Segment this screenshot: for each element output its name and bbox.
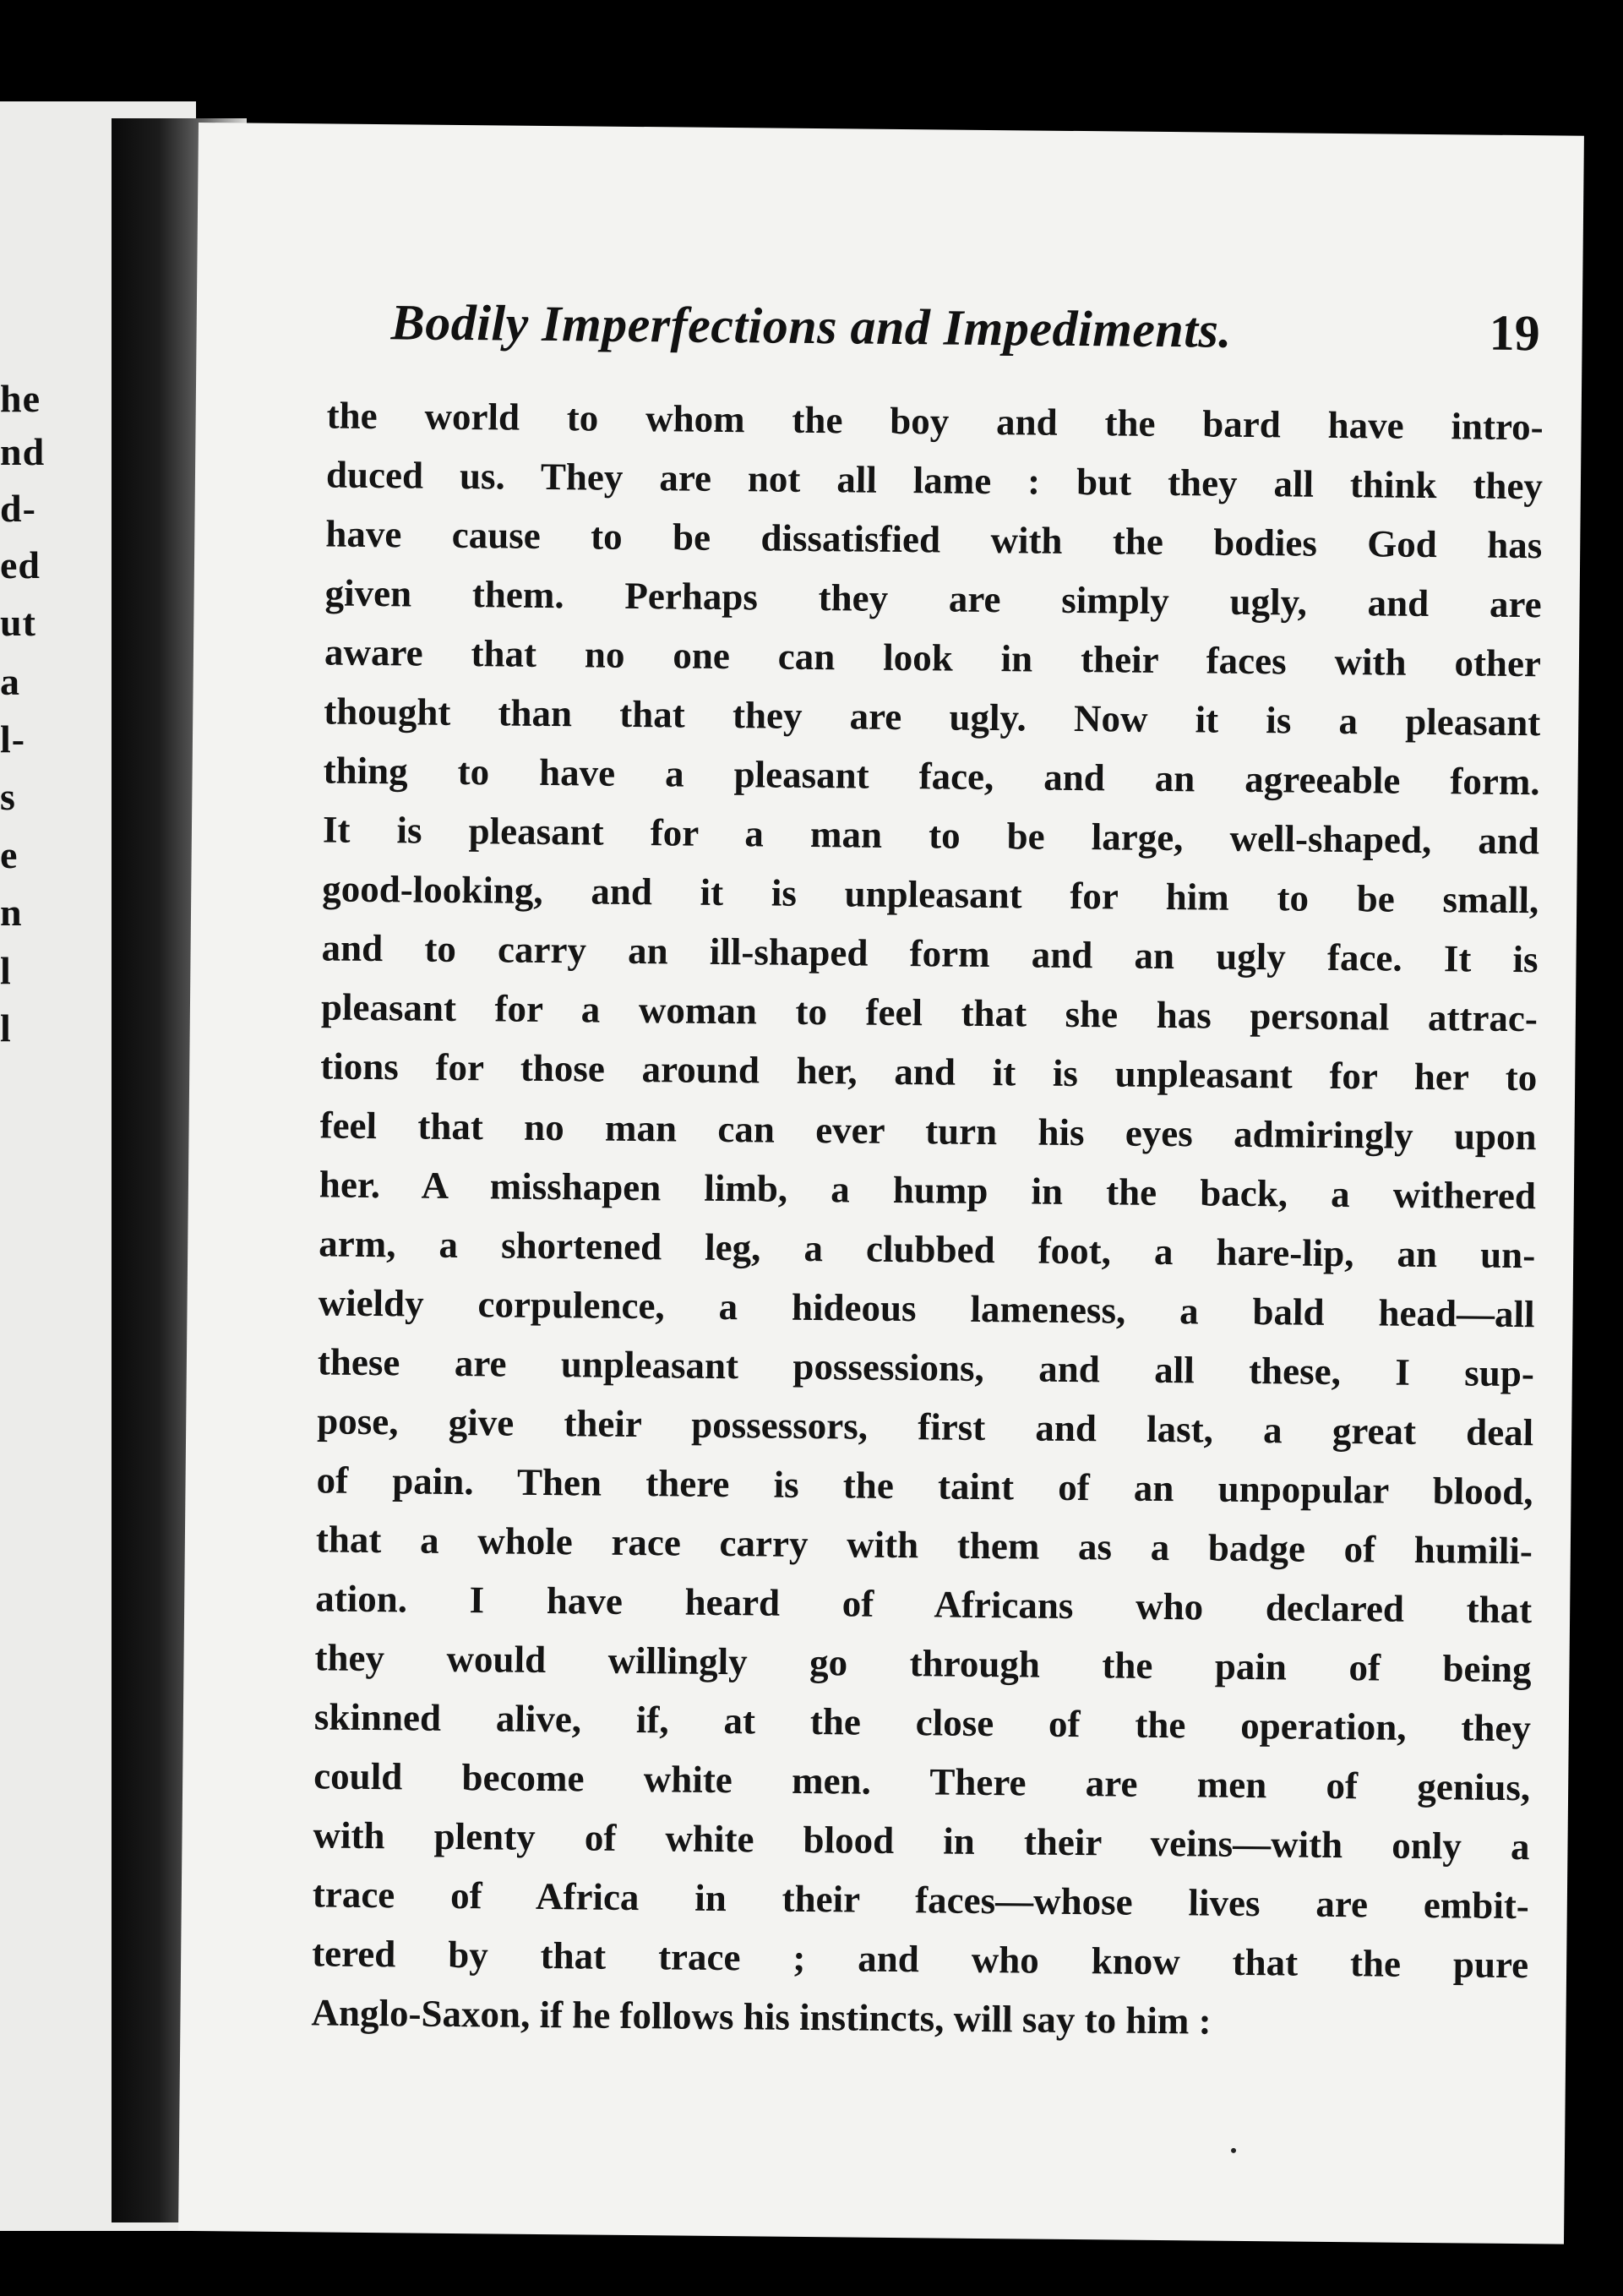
text-line: good-looking, and it is unpleasant for him to be small, (322, 867, 1539, 922)
facing-page-fragment: e (0, 833, 19, 876)
text-line: wieldy corpulence, a hideous lameness, a bald head—all (318, 1281, 1535, 1336)
page-number: 19 (1489, 304, 1540, 362)
book-page (178, 123, 1584, 2244)
text-line: thing to have a pleasant face, and an agreeable form. (323, 749, 1540, 804)
paper-speck (1231, 2148, 1236, 2153)
text-line: that a whole race carry with them as a badge of humili- (315, 1518, 1533, 1573)
text-line: they would willingly go through the pain of being (314, 1636, 1532, 1691)
facing-page-fragment: l (0, 949, 12, 992)
text-line: the world to whom the boy and the bard have intro- (326, 394, 1544, 449)
text-line: her. A misshapen limb, a hump in the back, a withered (319, 1163, 1537, 1218)
text-line: pleasant for a woman to feel that she has personal attrac- (320, 985, 1539, 1040)
facing-page-fragment: he (0, 377, 41, 420)
text-line: Anglo-Saxon, if he follows his instincts, will say to him : (311, 1991, 1212, 2042)
text-line: tions for those around her, and it is unpleasant for her to (320, 1044, 1538, 1099)
running-header (390, 293, 1540, 372)
facing-page-fragment: ut (0, 601, 36, 644)
facing-page-fragment: n (0, 891, 23, 934)
facing-page-fragment: a (0, 660, 20, 703)
running-title: Bodily Imperfections and Impediments. (390, 294, 1233, 358)
facing-page-fragment: d- (0, 487, 36, 530)
text-line: these are unpleasant possessions, and all these, I sup- (317, 1340, 1535, 1395)
text-line: given them. Perhaps they are simply ugly, and are (324, 571, 1542, 626)
text-line: It is pleasant for a man to be large, well-shaped, and (322, 808, 1540, 863)
text-line: of pain. Then there is the taint of an unpopular blood, (316, 1459, 1533, 1513)
page-body-text (311, 385, 1544, 2053)
text-line: have cause to be dissatisfied with the bodies God has (325, 512, 1543, 567)
facing-page-fragment: l (0, 1006, 12, 1050)
facing-page-fragment: l- (0, 717, 26, 761)
text-line: duced us. They are not all lame : but they all think they (325, 453, 1544, 508)
text-line: aware that no one can look in their faces with other (324, 630, 1542, 685)
facing-page-fragment: ed (0, 543, 41, 586)
text-line: pose, give their possessors, first and last, a great deal (317, 1399, 1534, 1454)
text-line: tered by that trace ; and who know that the pure (311, 1932, 1529, 1987)
facing-page-fragment: nd (0, 430, 46, 473)
text-line: feel that no man can ever turn his eyes admiringly upon (319, 1104, 1537, 1159)
facing-page-fragment: s (0, 775, 16, 818)
text-line: thought than that they are ugly. Now it is a pleasant (324, 690, 1541, 744)
text-line: with plenty of white blood in their veins—with only a (313, 1813, 1530, 1868)
text-line: skinned alive, if, at the close of the operation, they (313, 1695, 1532, 1750)
text-line: ation. I have heard of Africans who declared that (315, 1577, 1533, 1632)
text-line: could become white men. There are men of genius, (313, 1754, 1531, 1809)
text-line: and to carry an ill-shaped form and an ugly face. It is (321, 926, 1539, 981)
text-line: trace of Africa in their faces—whose lives are embit- (312, 1873, 1530, 1928)
text-line: arm, a shortened leg, a clubbed foot, a hare-lip, an un- (319, 1222, 1536, 1277)
